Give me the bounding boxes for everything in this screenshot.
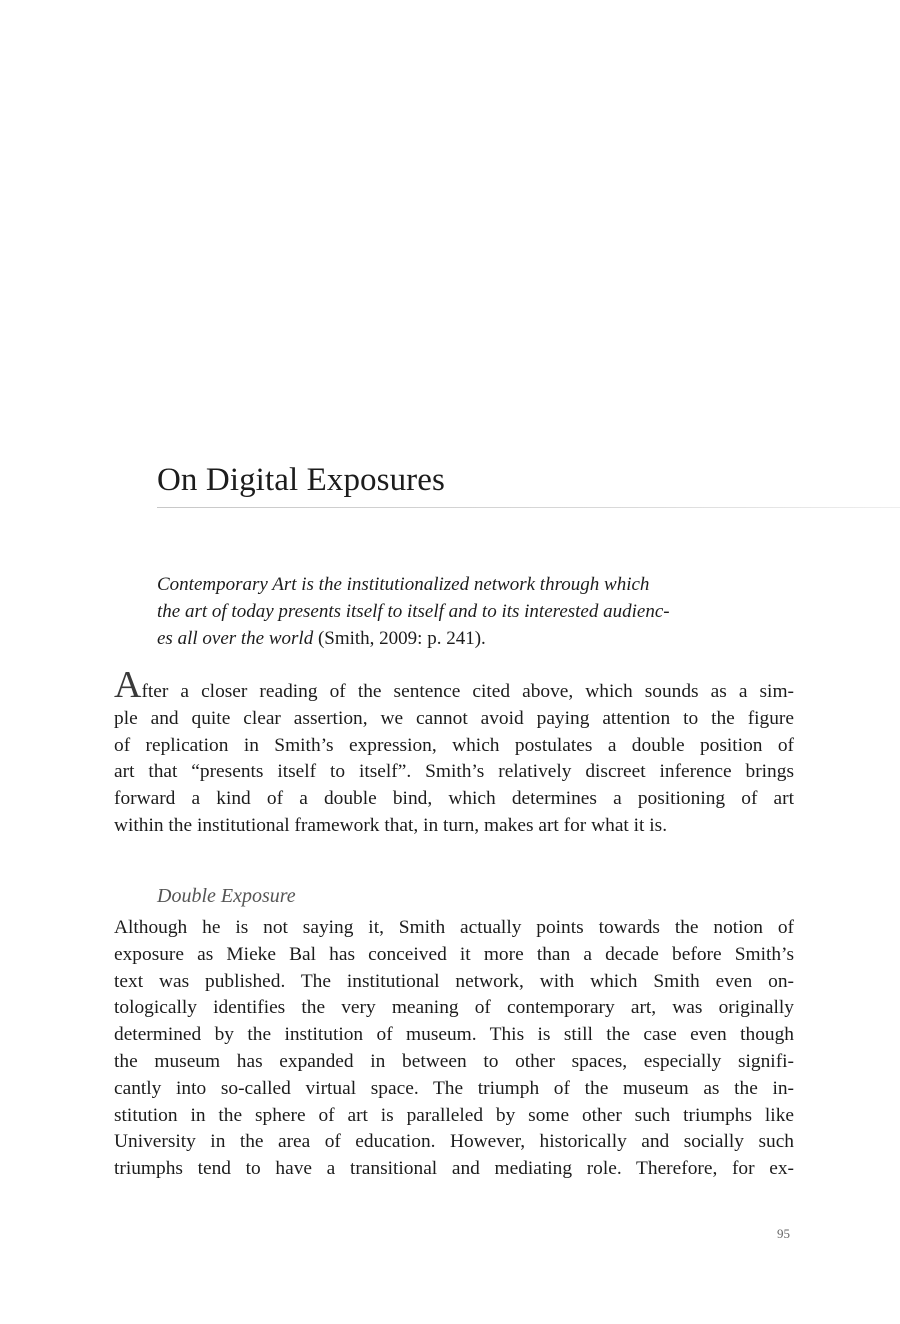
title-rule (157, 507, 900, 508)
paragraph-line: University in the area of education. However, historically and socially such (114, 1131, 794, 1153)
epigraph-citation: (Smith, 2009: p. 241). (313, 628, 486, 649)
paragraph-line: stitution in the sphere of art is paralleled by some other such triumphs like (114, 1104, 794, 1126)
paragraph-line-text: fter a closer reading of the sentence cited above, which sounds as a sim- (141, 681, 794, 702)
intro-paragraph (114, 664, 794, 840)
paragraph-line: art that “presents itself to itself”. Smith’s relatively discreet inference brings (114, 761, 794, 783)
page-number: 95 (777, 1226, 790, 1241)
epigraph-line (157, 571, 757, 598)
paragraph-line: text was published. The institutional network, with which Smith even on- (114, 970, 794, 992)
paragraph-line: forward a kind of a double bind, which determines a positioning of art (114, 788, 794, 810)
section-paragraph (114, 915, 794, 1183)
paragraph-line: within the institutional framework that, in turn, makes art for what it is. (114, 814, 668, 836)
paragraph-line: determined by the institution of museum. This is still the case even though (114, 1024, 794, 1046)
drop-cap: A (114, 664, 142, 706)
epigraph (157, 571, 757, 652)
epigraph-quote-text: es all over the world (157, 628, 314, 649)
paragraph-line: cantly into so-called virtual space. The triumph of the museum as the in- (114, 1077, 794, 1099)
paragraph-line (114, 664, 794, 706)
paragraph-line: Although he is not saying it, Smith actually points towards the notion of (114, 917, 794, 938)
paragraph-line: ple and quite clear assertion, we cannot avoid paying attention to the figure (114, 707, 794, 729)
paragraph-line: tologically identifies the very meaning of contemporary art, was originally (114, 997, 794, 1019)
paragraph-line: triumphs tend to have a transitional and mediating role. Therefore, for ex- (114, 1158, 794, 1180)
epigraph-quote-text: Contemporary Art is the institutionalized network through which (157, 574, 650, 595)
epigraph-quote-text: the art of today presents itself to itself and to its interested audienc- (157, 601, 670, 622)
chapter-title: On Digital Exposures (157, 462, 445, 498)
paragraph-line: exposure as Mieke Bal has conceived it more than a decade before Smith’s (114, 943, 794, 965)
paragraph-line: the museum has expanded in between to other spaces, especially signifi- (114, 1050, 794, 1072)
epigraph-line (157, 625, 757, 652)
section-heading: Double Exposure (157, 885, 296, 907)
epigraph-line (157, 598, 757, 625)
paragraph-line: of replication in Smith’s expression, which postulates a double position of (114, 734, 794, 756)
